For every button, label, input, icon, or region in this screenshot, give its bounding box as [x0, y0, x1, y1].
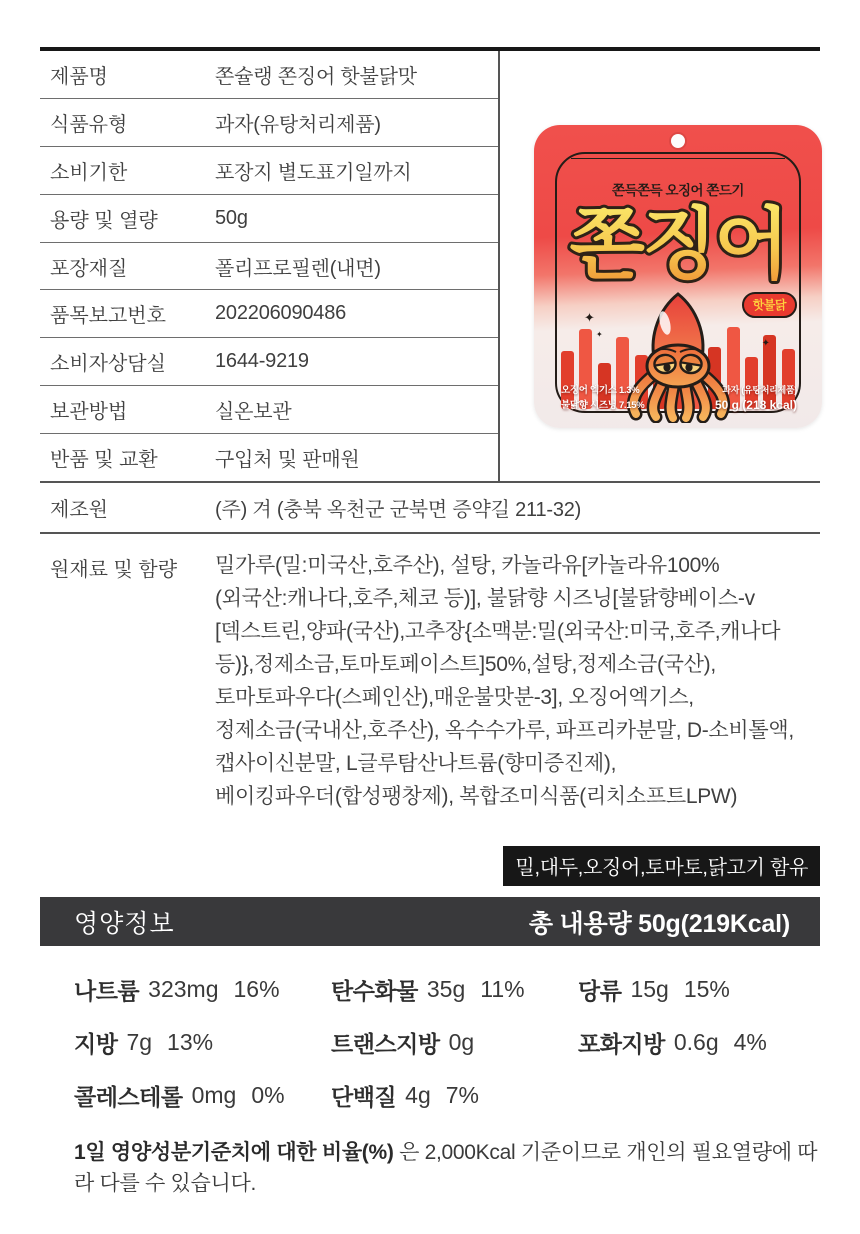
package-seasoning-pct: 불닭향 시즈닝 7.15% [561, 400, 645, 411]
ingredients-text: 밀가루(밀:미국산,호주산), 설탕, 카놀라유[카놀라유100% (외국산:캐나다,호주,체코 등)], 불닭향 시즈닝[불닭향베이스-v [덱스트린,양파(국산),고추장{소맥분:밀(외국산:미국,호주,캐나다 등)},정제소금,토마토페이스트]50%,설탕,정제소금(국산), 토마토파우다(스페인산),매운불맛분-3], 오징어엑기스, 정제소금(국내산,호주산), 옥수수가루, 파프리카분말, D-소비톨액, 캡사이신분말, L글루탐산나트륨(향미증진제), 베이킹파우더(합성팽창제), 복합조미식품(리치소프트LPW) [215, 554, 794, 809]
table-row [40, 51, 498, 99]
manufacturer-row [40, 483, 820, 534]
row-label: 제품명 [50, 65, 108, 88]
table-row [40, 386, 498, 434]
row-value: (주) 겨 (충북 옥천군 군북면 증약길 211-32) [215, 499, 582, 522]
nutrition-item: 지방 7g 13% [74, 1029, 214, 1058]
package-title-art [552, 187, 804, 293]
row-label: 식품유형 [50, 113, 128, 136]
nutrition-item: 나트륨 323mg 16% [74, 976, 280, 1005]
row-value: 202206090486 [215, 302, 347, 325]
nutrition-item: 포화지방 0.6g 4% [578, 1029, 767, 1058]
package-pouch [534, 125, 822, 428]
table-row [40, 338, 498, 386]
row-value: 1644-9219 [215, 350, 309, 373]
row-label: 포장재질 [50, 257, 128, 280]
table-row [40, 147, 498, 195]
row-value: 50g [215, 206, 248, 229]
flavor-badge: 핫불닭 [742, 292, 797, 318]
row-value: 쫀슐랭 쫀징어 핫불닭맛 [215, 65, 417, 88]
row-value: 과자(유탕처리제품) [215, 113, 381, 136]
allergen-badge-row [40, 846, 820, 886]
row-label: 용량 및 열량 [50, 209, 158, 232]
row-value: 실온보관 [215, 401, 292, 424]
nutrition-total-amount: 총 내용량 50g(219Kcal) [528, 909, 790, 938]
row-label: 제조원 [50, 499, 108, 522]
nutrition-item: 콜레스테롤 0mg 0% [74, 1082, 285, 1111]
daily-value-footnote [74, 1137, 819, 1199]
row-label: 원재료 및 함량 [50, 559, 178, 582]
package-info-text [561, 383, 797, 413]
package-tagline: 쫀득쫀득 오징어 쫀드기 [612, 183, 744, 198]
allergen-badge: 밀,대두,오징어,토마토,닭고기 함유 [503, 846, 820, 886]
package-title: 쫀징어 [569, 200, 787, 288]
nutrition-grid [40, 963, 820, 1122]
row-label: 품목보고번호 [50, 305, 166, 328]
hang-hole [671, 134, 685, 148]
table-row [40, 195, 498, 243]
table-row [40, 99, 498, 147]
package-weight-kcal: 50 g (218 kcal) [714, 398, 797, 412]
product-info-table [40, 47, 820, 483]
nutrition-item: 단백질 4g 7% [331, 1082, 479, 1111]
row-label: 보관방법 [50, 401, 128, 424]
row-value: 구입처 및 판매원 [215, 449, 360, 472]
sparkle-icon [762, 339, 770, 349]
nutrition-item: 당류 15g 15% [578, 976, 730, 1005]
table-row [40, 290, 498, 338]
row-label: 소비자상담실 [50, 353, 166, 376]
row-label: 반품 및 교환 [50, 449, 158, 472]
package-squid-extract-pct: 오징어 엑기스 1.3% [561, 385, 640, 396]
package-food-type: 과자 (유탕처리제품) [722, 385, 797, 395]
ingredients-row [40, 549, 820, 813]
footnote-rest: 은 2,000Kcal 기준이므로 개인의 필요열량에 따라 다를 수 있습니다. [74, 1141, 818, 1196]
nutrition-header-bar [40, 897, 820, 946]
footnote-bold: 1일 영양성분기준치에 대한 비율(%) [74, 1141, 394, 1165]
sparkle-icon [596, 331, 603, 339]
nutrition-title: 영양정보 [74, 909, 175, 938]
row-label: 소비기한 [50, 161, 128, 184]
nutrition-item: 트랜스지방 0g [331, 1029, 475, 1058]
row-value: 포장지 별도표기일까지 [215, 161, 412, 184]
product-image-cell [498, 51, 820, 481]
table-row [40, 243, 498, 291]
nutrition-item: 탄수화물 35g 11% [331, 976, 525, 1005]
table-row [40, 434, 498, 481]
sparkle-icon [584, 311, 595, 324]
row-value: 폴리프로필렌(내면) [215, 257, 381, 280]
